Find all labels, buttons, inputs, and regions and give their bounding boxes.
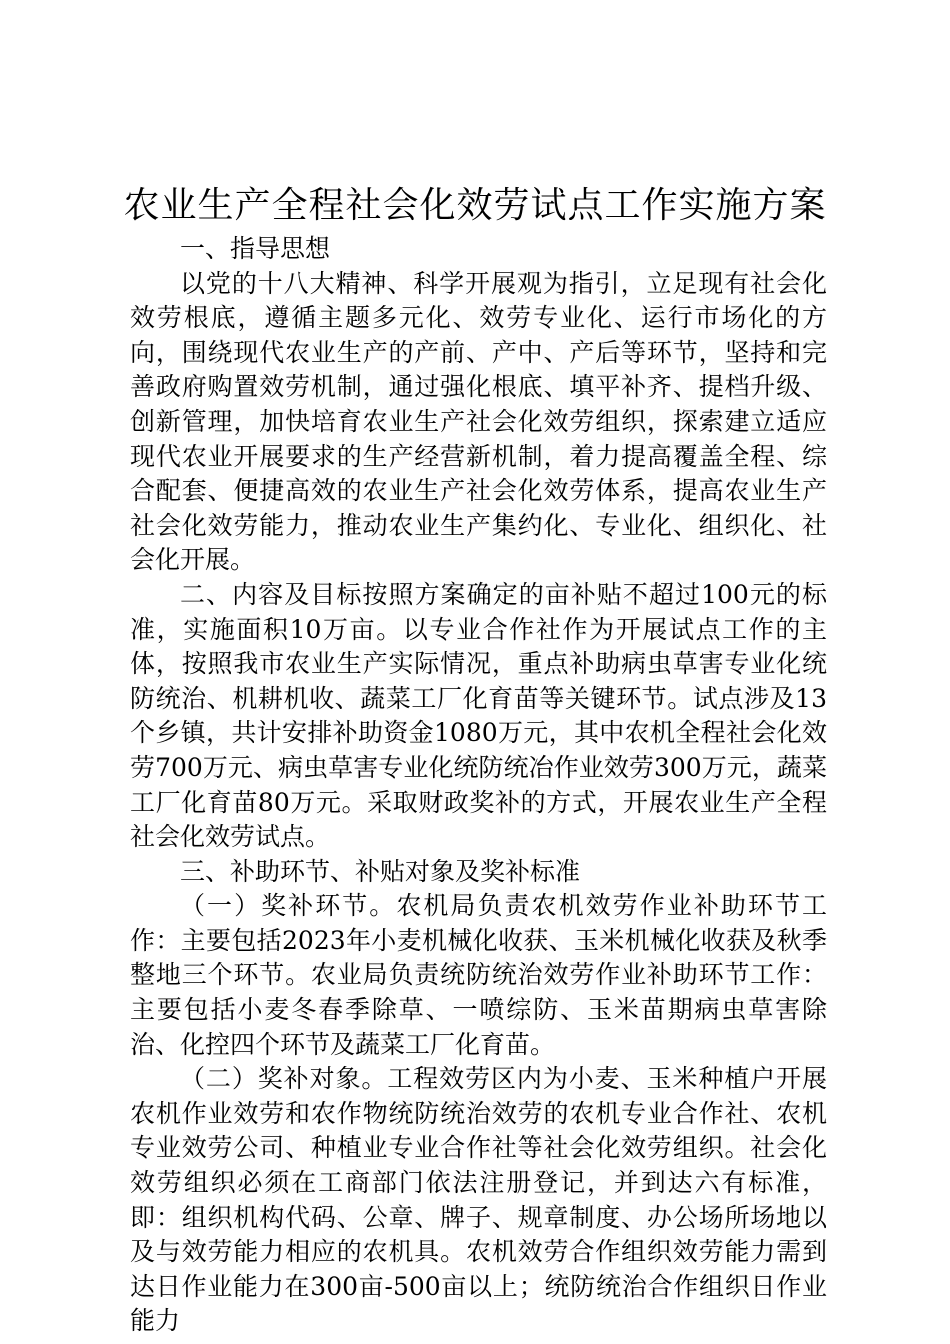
paragraph-content-and-goals: 二、内容及目标按照方案确定的亩补贴不超过100元的标准，实施面积10万亩。以专业合作社作为开展试点工作的主体，按照我市农业生产实际情况，重点补助病虫草害专业化统防统治、机耕机收、蔬菜工厂化育苗等关键环节。试点涉及13个乡镇，共计安排补助资金1080万元，其中农机全程社会化效劳700万元、病虫草害专业化统防统冶作业效劳300万元，蔬菜工厂化育苗80万元。采取财政奖补的方式，开展农业生产全程社会化效劳试点。 <box>130 579 827 852</box>
section-heading-subsidy: 三、补助环节、补贴对象及奖补标准 <box>180 856 581 886</box>
document-title: 农业生产全程社会化效劳试点工作实施方案 <box>123 185 827 226</box>
section-heading-guiding-ideology: 一、指导思想 <box>180 234 331 263</box>
paragraph-subsidy-objects: （二）奖补对象。工程效劳区内为小麦、玉米种植户开展农机作业效劳和农作物统防统治效劳的农机专业合作社、农机专业效劳公司、种植业专业合作社等社会化效劳组织。社会化效劳组织必须在工商部门依法注册登记，并到达六有标准，即：组织机构代码、公章、牌子、规章制度、办公场所场地以及与效劳能力相应的农机具。农机效劳合作组织效劳能力需到达日作业能力在300亩-500亩以上；统防统治合作组织日作业能力 <box>130 1064 827 1336</box>
document-body <box>130 232 827 1339</box>
paragraph-guiding-ideology: 以党的十八大精神、科学开展观为指引，立足现有社会化效劳根底，遵循主题多元化、效劳专业化、运行市场化的方向，围绕现代农业生产的产前、产中、产后等环节，坚持和完善政府购置效劳机制，通过强化根底、填平补齐、提档升级、创新管理，加快培育农业生产社会化效劳组织，探索建立适应现代农业开展要求的生产经营新机制，着力提高覆盖全程、综合配套、便捷高效的农业生产社会化效劳体系，提高农业生产社会化效劳能力，推动农业生产集约化、专业化、组织化、社会化开展。 <box>130 268 827 575</box>
paragraph-subsidy-links: （一）奖补环节。农机局负责农机效劳作业补助环节工作：主要包括2023年小麦机械化收获、玉米机械化收获及秋季整地三个环节。农业局负责统防统治效劳作业补助环节工作：主要包括小麦冬春季除草、一喷综防、玉米苗期病虫草害除治、化控四个环节及蔬菜工厂化育苗。 <box>130 891 827 1059</box>
